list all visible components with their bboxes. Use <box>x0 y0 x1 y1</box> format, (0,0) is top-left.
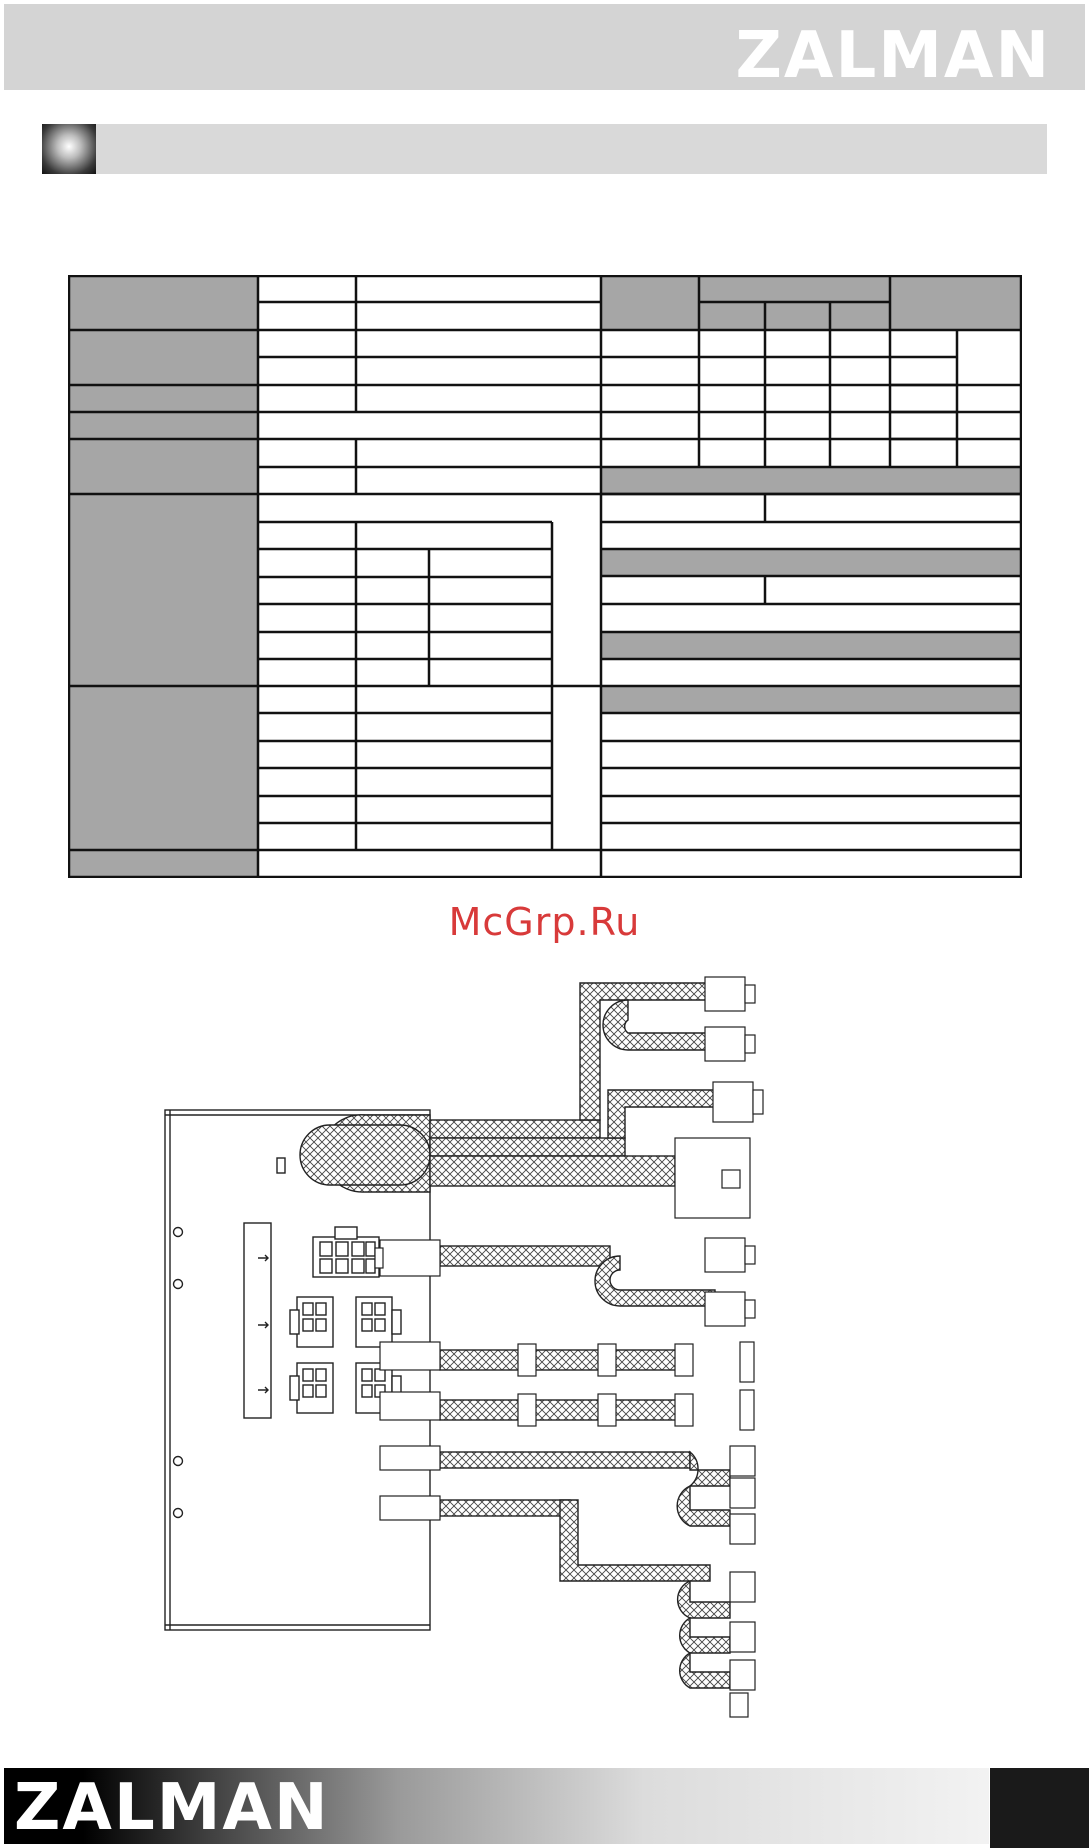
psu-cable-diagram <box>150 970 820 1730</box>
footer-bar <box>4 1768 989 1844</box>
specification-table <box>68 275 1022 878</box>
footer-brand-logo: ZALMAN <box>14 1771 330 1845</box>
header-bar <box>4 4 1085 93</box>
brand-logo: ZALMAN <box>735 19 1051 93</box>
watermark-text: McGrp.Ru <box>448 900 641 944</box>
section-heading-bar <box>42 124 1047 174</box>
page-number-block <box>990 1768 1089 1848</box>
section-bullet-icon <box>42 124 96 174</box>
